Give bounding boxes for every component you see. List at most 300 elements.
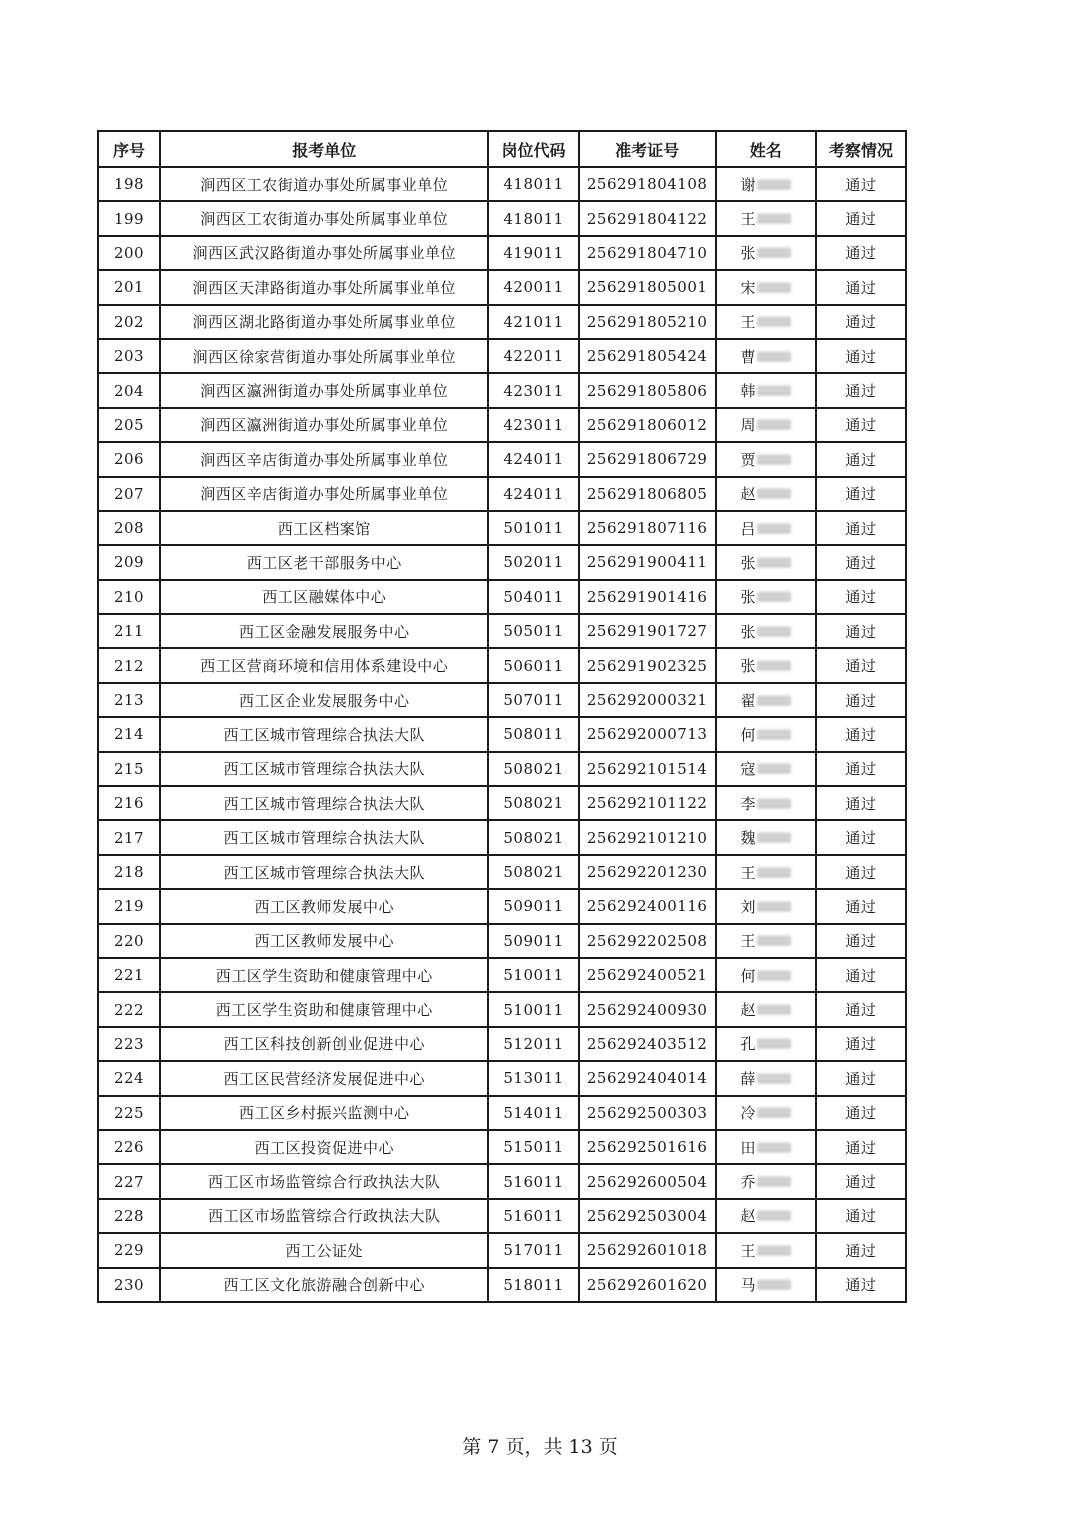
table-row [98,924,906,958]
cell-ticket-number: 256291804108 [579,167,716,201]
cell-status: 通过 [816,992,906,1026]
redacted-name-blur [757,523,791,534]
table-row [98,1199,906,1233]
redacted-name-blur [757,695,791,706]
results-table [97,130,907,1303]
table-row [98,270,906,304]
name-surname: 冷 [740,1104,757,1123]
cell-name [716,1096,816,1130]
redacted-name-blur [757,1107,791,1118]
cell-status: 通过 [816,889,906,923]
cell-position-code: 423011 [488,408,578,442]
cell-status: 通过 [816,1061,906,1095]
cell-ticket-number: 256292400930 [579,992,716,1026]
cell-name [716,1233,816,1267]
cell-position-code: 508021 [488,752,578,786]
cell-name [716,270,816,304]
cell-ticket-number: 256291806012 [579,408,716,442]
cell-position-code: 501011 [488,511,578,545]
cell-status: 通过 [816,477,906,511]
cell-status: 通过 [816,580,906,614]
cell-ticket-number: 256291901727 [579,614,716,648]
cell-position-code: 418011 [488,201,578,235]
header-position-code: 岗位代码 [488,131,578,167]
cell-status: 通过 [816,855,906,889]
cell-ticket-number: 256291805210 [579,305,716,339]
cell-unit: 涧西区湖北路街道办事处所属事业单位 [160,305,488,339]
cell-position-code: 418011 [488,167,578,201]
cell-unit: 西工区科技创新创业促进中心 [160,1027,488,1061]
table-row [98,305,906,339]
cell-index: 208 [98,511,160,545]
cell-position-code: 423011 [488,373,578,407]
cell-name [716,408,816,442]
cell-index: 215 [98,752,160,786]
cell-index: 219 [98,889,160,923]
cell-position-code: 507011 [488,683,578,717]
redacted-name-blur [757,798,791,809]
cell-index: 222 [98,992,160,1026]
cell-name [716,855,816,889]
cell-index: 221 [98,958,160,992]
name-surname: 王 [740,210,757,229]
cell-ticket-number: 256291806805 [579,477,716,511]
cell-ticket-number: 256292601620 [579,1268,716,1302]
cell-position-code: 513011 [488,1061,578,1095]
cell-ticket-number: 256292000713 [579,717,716,751]
cell-index: 203 [98,339,160,373]
table-row [98,580,906,614]
cell-index: 209 [98,545,160,579]
table-row [98,958,906,992]
name-surname: 张 [740,622,757,641]
header-name: 姓名 [716,131,816,167]
cell-status: 通过 [816,1268,906,1302]
cell-index: 213 [98,683,160,717]
cell-ticket-number: 256292202508 [579,924,716,958]
name-surname: 韩 [740,382,757,401]
cell-index: 226 [98,1130,160,1164]
name-surname: 田 [740,1138,757,1157]
cell-name [716,305,816,339]
name-surname: 马 [740,1276,757,1295]
name-surname: 王 [740,863,757,882]
cell-index: 198 [98,167,160,201]
cell-unit: 涧西区工农街道办事处所属事业单位 [160,167,488,201]
header-ticket-number: 准考证号 [579,131,716,167]
cell-position-code: 510011 [488,958,578,992]
redacted-name-blur [757,729,791,740]
redacted-name-blur [757,970,791,981]
cell-name [716,683,816,717]
cell-name [716,786,816,820]
cell-ticket-number: 256291901416 [579,580,716,614]
table-row [98,373,906,407]
cell-unit: 西工区城市管理综合执法大队 [160,855,488,889]
cell-unit: 西工公证处 [160,1233,488,1267]
table-row [98,820,906,854]
cell-ticket-number: 256291805806 [579,373,716,407]
name-surname: 谢 [740,175,757,194]
table-row [98,1096,906,1130]
name-surname: 寇 [740,760,757,779]
table-row [98,1027,906,1061]
cell-unit: 西工区学生资助和健康管理中心 [160,958,488,992]
cell-unit: 涧西区工农街道办事处所属事业单位 [160,201,488,235]
redacted-name-blur [757,351,791,362]
redacted-name-blur [757,1210,791,1221]
cell-index: 205 [98,408,160,442]
cell-position-code: 516011 [488,1199,578,1233]
header-unit: 报考单位 [160,131,488,167]
cell-position-code: 508011 [488,717,578,751]
cell-name [716,1130,816,1164]
cell-status: 通过 [816,201,906,235]
name-surname: 王 [740,1241,757,1260]
cell-position-code: 502011 [488,545,578,579]
cell-unit: 涧西区瀛洲街道办事处所属事业单位 [160,373,488,407]
cell-index: 210 [98,580,160,614]
cell-index: 225 [98,1096,160,1130]
table-row [98,201,906,235]
cell-unit: 西工区教师发展中心 [160,889,488,923]
table-row [98,236,906,270]
cell-status: 通过 [816,924,906,958]
redacted-name-blur [757,179,791,190]
cell-name [716,442,816,476]
cell-unit: 涧西区辛店街道办事处所属事业单位 [160,442,488,476]
cell-status: 通过 [816,408,906,442]
cell-ticket-number: 256292403512 [579,1027,716,1061]
cell-ticket-number: 256291804122 [579,201,716,235]
name-surname: 刘 [740,897,757,916]
table-row [98,1268,906,1302]
cell-position-code: 509011 [488,924,578,958]
cell-ticket-number: 256292501616 [579,1130,716,1164]
cell-name [716,992,816,1026]
cell-name [716,1199,816,1233]
cell-name [716,924,816,958]
redacted-name-blur [757,1176,791,1187]
redacted-name-blur [757,867,791,878]
cell-status: 通过 [816,1096,906,1130]
cell-status: 通过 [816,820,906,854]
table-row [98,1164,906,1198]
cell-status: 通过 [816,442,906,476]
cell-name [716,1027,816,1061]
cell-name [716,889,816,923]
cell-position-code: 514011 [488,1096,578,1130]
header-index: 序号 [98,131,160,167]
cell-position-code: 505011 [488,614,578,648]
redacted-name-blur [757,1073,791,1084]
cell-unit: 西工区档案馆 [160,511,488,545]
redacted-name-blur [757,832,791,843]
cell-status: 通过 [816,786,906,820]
redacted-name-blur [757,1004,791,1015]
table-body [98,167,906,1302]
cell-position-code: 506011 [488,648,578,682]
cell-position-code: 517011 [488,1233,578,1267]
cell-unit: 西工区城市管理综合执法大队 [160,820,488,854]
table-row [98,511,906,545]
name-surname: 贾 [740,450,757,469]
cell-index: 223 [98,1027,160,1061]
cell-unit: 涧西区天津路街道办事处所属事业单位 [160,270,488,304]
cell-status: 通过 [816,305,906,339]
table-row [98,683,906,717]
cell-status: 通过 [816,167,906,201]
cell-position-code: 509011 [488,889,578,923]
cell-ticket-number: 256292503004 [579,1199,716,1233]
name-surname: 翟 [740,691,757,710]
cell-unit: 西工区金融发展服务中心 [160,614,488,648]
cell-position-code: 518011 [488,1268,578,1302]
redacted-name-blur [757,316,791,327]
cell-ticket-number: 256291805424 [579,339,716,373]
name-surname: 何 [740,966,757,985]
cell-name [716,820,816,854]
cell-unit: 西工区城市管理综合执法大队 [160,752,488,786]
redacted-name-blur [757,419,791,430]
redacted-name-blur [757,385,791,396]
cell-unit: 西工区融媒体中心 [160,580,488,614]
cell-index: 206 [98,442,160,476]
cell-status: 通过 [816,1027,906,1061]
redacted-name-blur [757,213,791,224]
table-row [98,786,906,820]
name-surname: 魏 [740,829,757,848]
cell-index: 228 [98,1199,160,1233]
cell-ticket-number: 256292101514 [579,752,716,786]
cell-ticket-number: 256291805001 [579,270,716,304]
cell-name [716,1061,816,1095]
cell-ticket-number: 256291902325 [579,648,716,682]
cell-ticket-number: 256292600504 [579,1164,716,1198]
cell-unit: 西工区乡村振兴监测中心 [160,1096,488,1130]
cell-position-code: 508021 [488,820,578,854]
redacted-name-blur [757,626,791,637]
cell-ticket-number: 256291804710 [579,236,716,270]
cell-position-code: 424011 [488,477,578,511]
cell-index: 220 [98,924,160,958]
table-header-row [98,131,906,167]
cell-position-code: 508021 [488,855,578,889]
cell-name [716,236,816,270]
table-row [98,477,906,511]
table-row [98,648,906,682]
name-surname: 王 [740,313,757,332]
cell-ticket-number: 256292101210 [579,820,716,854]
cell-unit: 西工区学生资助和健康管理中心 [160,992,488,1026]
cell-index: 207 [98,477,160,511]
cell-index: 229 [98,1233,160,1267]
cell-unit: 西工区城市管理综合执法大队 [160,717,488,751]
cell-name [716,167,816,201]
cell-name [716,1268,816,1302]
cell-ticket-number: 256292400521 [579,958,716,992]
table-row [98,889,906,923]
cell-unit: 西工区城市管理综合执法大队 [160,786,488,820]
cell-status: 通过 [816,752,906,786]
cell-ticket-number: 256292601018 [579,1233,716,1267]
redacted-name-blur [757,901,791,912]
cell-ticket-number: 256292404014 [579,1061,716,1095]
redacted-name-blur [757,935,791,946]
name-surname: 曹 [740,347,757,366]
cell-ticket-number: 256292201230 [579,855,716,889]
redacted-name-blur [757,660,791,671]
redacted-name-blur [757,1245,791,1256]
cell-status: 通过 [816,1164,906,1198]
cell-name [716,511,816,545]
cell-name [716,752,816,786]
cell-index: 230 [98,1268,160,1302]
cell-position-code: 516011 [488,1164,578,1198]
table-row [98,339,906,373]
name-surname: 何 [740,725,757,744]
cell-position-code: 419011 [488,236,578,270]
name-surname: 张 [740,244,757,263]
cell-index: 227 [98,1164,160,1198]
cell-unit: 西工区企业发展服务中心 [160,683,488,717]
cell-ticket-number: 256292000321 [579,683,716,717]
cell-ticket-number: 256292101122 [579,786,716,820]
table-row [98,442,906,476]
name-surname: 周 [740,416,757,435]
cell-status: 通过 [816,339,906,373]
redacted-name-blur [757,454,791,465]
cell-unit: 西工区营商环境和信用体系建设中心 [160,648,488,682]
cell-unit: 西工区市场监管综合行政执法大队 [160,1164,488,1198]
cell-status: 通过 [816,545,906,579]
table-row [98,717,906,751]
cell-status: 通过 [816,1130,906,1164]
cell-unit: 涧西区辛店街道办事处所属事业单位 [160,477,488,511]
cell-index: 211 [98,614,160,648]
cell-status: 通过 [816,648,906,682]
name-surname: 王 [740,932,757,951]
cell-status: 通过 [816,1199,906,1233]
table-row [98,408,906,442]
cell-index: 214 [98,717,160,751]
cell-unit: 西工区市场监管综合行政执法大队 [160,1199,488,1233]
name-surname: 李 [740,794,757,813]
name-surname: 赵 [740,1001,757,1020]
cell-name [716,477,816,511]
redacted-name-blur [757,1038,791,1049]
cell-position-code: 512011 [488,1027,578,1061]
name-surname: 张 [740,553,757,572]
cell-index: 217 [98,820,160,854]
redacted-name-blur [757,557,791,568]
table-row [98,752,906,786]
redacted-name-blur [757,1142,791,1153]
cell-unit: 涧西区瀛洲街道办事处所属事业单位 [160,408,488,442]
cell-status: 通过 [816,683,906,717]
cell-position-code: 515011 [488,1130,578,1164]
cell-unit: 西工区文化旅游融合创新中心 [160,1268,488,1302]
cell-name [716,580,816,614]
redacted-name-blur [757,282,791,293]
redacted-name-blur [757,591,791,602]
cell-ticket-number: 256292400116 [579,889,716,923]
cell-status: 通过 [816,236,906,270]
cell-unit: 涧西区徐家营街道办事处所属事业单位 [160,339,488,373]
cell-name [716,648,816,682]
cell-ticket-number: 256291807116 [579,511,716,545]
page-number: 第 7 页，共 13 页 [462,1436,618,1458]
cell-name [716,614,816,648]
cell-status: 通过 [816,1233,906,1267]
cell-status: 通过 [816,717,906,751]
cell-status: 通过 [816,511,906,545]
cell-unit: 西工区民营经济发展促进中心 [160,1061,488,1095]
redacted-name-blur [757,488,791,499]
name-surname: 薛 [740,1069,757,1088]
cell-index: 212 [98,648,160,682]
name-surname: 宋 [740,278,757,297]
cell-ticket-number: 256292500303 [579,1096,716,1130]
table-row [98,1130,906,1164]
name-surname: 张 [740,588,757,607]
cell-name [716,373,816,407]
cell-ticket-number: 256291900411 [579,545,716,579]
cell-position-code: 508021 [488,786,578,820]
table-row [98,992,906,1026]
cell-index: 216 [98,786,160,820]
cell-index: 202 [98,305,160,339]
table-row [98,1233,906,1267]
cell-name [716,1164,816,1198]
cell-position-code: 421011 [488,305,578,339]
cell-name [716,958,816,992]
table-row [98,614,906,648]
table-row [98,855,906,889]
name-surname: 张 [740,657,757,676]
cell-status: 通过 [816,614,906,648]
cell-position-code: 504011 [488,580,578,614]
redacted-name-blur [757,1279,791,1290]
name-surname: 乔 [740,1173,757,1192]
cell-index: 201 [98,270,160,304]
cell-index: 199 [98,201,160,235]
cell-name [716,717,816,751]
cell-index: 200 [98,236,160,270]
cell-status: 通过 [816,270,906,304]
header-status: 考察情况 [816,131,906,167]
cell-status: 通过 [816,958,906,992]
cell-index: 218 [98,855,160,889]
table-row [98,167,906,201]
cell-position-code: 424011 [488,442,578,476]
cell-unit: 涧西区武汉路街道办事处所属事业单位 [160,236,488,270]
cell-name [716,201,816,235]
cell-ticket-number: 256291806729 [579,442,716,476]
table-row [98,1061,906,1095]
cell-index: 224 [98,1061,160,1095]
cell-status: 通过 [816,373,906,407]
cell-position-code: 420011 [488,270,578,304]
redacted-name-blur [757,763,791,774]
cell-position-code: 510011 [488,992,578,1026]
cell-position-code: 422011 [488,339,578,373]
cell-unit: 西工区教师发展中心 [160,924,488,958]
redacted-name-blur [757,247,791,258]
cell-name [716,339,816,373]
table-row [98,545,906,579]
cell-name [716,545,816,579]
